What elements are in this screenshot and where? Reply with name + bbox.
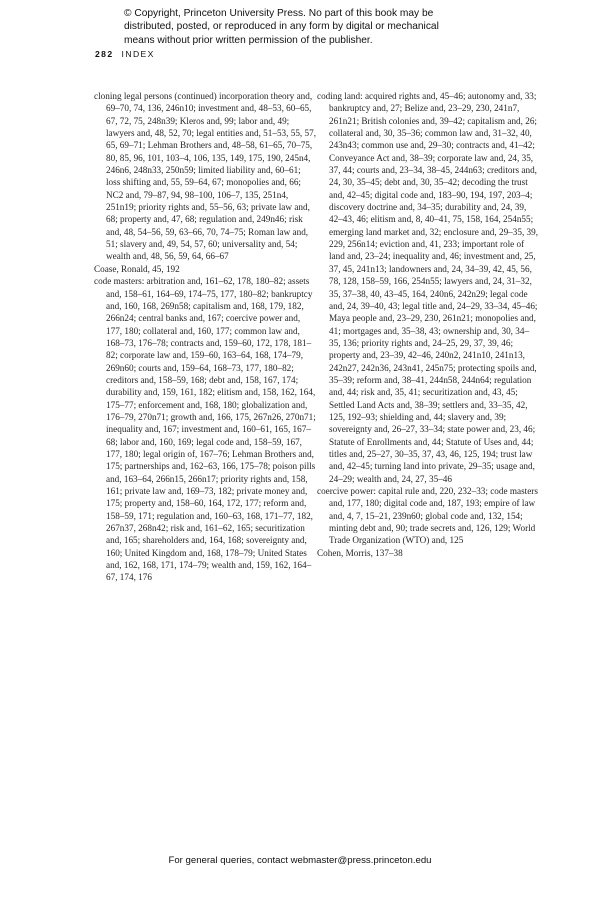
footer-contact: For general queries, contact webmaster@press.princeton.edu [168,855,432,866]
page-number: 282 [95,49,114,59]
index-entry: Cohen, Morris, 137–38 [317,547,403,558]
index-entry: cloning legal persons (continued) incorporation theory and, 69–70, 74, 136, 246n10; investment and, 48–53, 60–65, 67, 72, 75, 248n39; Kleros and, 99; labor and, 49; lawyers and, 48, 52, 70; legal entities and, 51–53, 55, 57, 65, 69–71; Lehman Brothers and, 48–58, 61–65, 70–75, 80, 85, 96, 101, 103–4, 106, 135, 149, 175, 190, 245n4, 246n6, 248n33, 250n59; limited liability and, 60–61; loss shifting and, 55, 59–64, 67; monopolies and, 66; NC2 and, 79–87, 94, 98–100, 106–7, 135, 251n4, 251n19; priority rights and, 55–56, 63; private law and, 68; property and, 47, 68; regulation and, 249n46; risk and, 48, 54–56, 59, 63–66, 70, 74–75; Roman law and, 51; slavery and, 49, 54, 57, 60; universality and, 54; wealth and, 48, 56, 59, 64, 66–67 [94,91,316,262]
index-column-right [317,90,539,559]
index-column-left [94,90,316,584]
running-head [95,49,155,59]
section-title: INDEX [121,49,155,59]
copyright-notice: © Copyright, Princeton University Press. No part of this book may be distributed, posted, or reproduced in any form by digital or mechanical means without prior written permission of the publisher. [124,8,439,46]
index-entry: coding land: acquired rights and, 45–46; autonomy and, 33; bankruptcy and, 27; Belize and, 23–29, 230, 241n7, 261n21; British colonies and, 39–42; capitalism and, 26; collateral and, 30, 35–36; common law and, 31–32, 40, 243n43; common use and, 29–30; contracts and, 41–42; Conveyance Act and, 38–39; corporate law and, 24, 35, 37, 44; courts and, 23–34, 38–45, 244n63; creditors and, 24, 30, 35–45; debt and, 30, 35–42; decoding the trust and, 42–45; digital code and, 183–90, 194, 197, 203–4; discovery doctrine and, 34–35; durability and, 24, 39, 42–43, 46; elitism and, 8, 40–41, 75, 158, 164, 254n55; emerging land market and, 32; enclosure and, 29–35, 39, 229, 256n14; eviction and, 41, 233; important role of land and, 23–24; inequality and, 46; investment and, 25, 37, 45, 241n13; landowners and, 24, 34–39, 42, 45, 56, 78, 128, 158–59, 166, 254n55; lawyers and, 24, 31–32, 35, 37–38, 40, 43–45, 164, 240n6, 242n29; legal code and, 24, 39–40, 43; legal title and, 24–29, 33–34, 45–46; Maya people and, 23–29, 230, 261n21; monopolies and, 41; mortgages and, 35–38, 43; ownership and, 30, 34–35, 136; priority rights and, 24–25, 29, 37, 39, 46; property and, 23–39, 42–46, 240n2, 241n10, 241n13, 242n27, 242n36, 243n41, 245n75; protecting spoils and, 35–39; reform and, 38–41, 244n58, 244n64; regulation and, 44; risk and, 35, 41; securitization and, 43, 45; Settled Land Acts and, 38–39; settlers and, 33–35, 42, 125, 192–93; shielding and, 44; slavery and, 39; sovereignty and, 26–27, 33–34; state power and, 23, 46; Statute of Enrollments and, 44; Statute of Uses and, 44; titles and, 25–27, 30–35, 37, 43, 46, 125, 194; trust law and, 42–45; turning land into private, 29–35; usage and, 24–29; wealth and, 24, 27, 35–46 [317,91,539,484]
index-entry: Coase, Ronald, 45, 192 [94,263,180,274]
index-entry: coercive power: capital rule and, 220, 232–33; code masters and, 177, 180; digital code and, 187, 193; empire of law and, 4, 7, 15–21, 239n60; global code and, 132, 154; minting debt and, 90; trade secrets and, 126, 129; World Trade Organization (WTO) and, 125 [317,486,538,546]
index-entry: code masters: arbitration and, 161–62, 178, 180–82; assets and, 158–61, 164–69, 174–75, 177, 180–82; bankruptcy and, 160, 168, 269n58; capitalism and, 168, 179, 182, 266n24; central banks and, 167; coercive power and, 177, 180; collateral and, 160, 177; common law and, 168–73, 176–78; contracts and, 159–60, 172, 178, 181–82; corporate law and, 159–60, 163–64, 168, 174–79, 269n60; courts and, 159–64, 168–73, 177, 180–82; creditors and, 158–59, 168; debt and, 158, 167, 174; durability and, 159, 161, 182; elitism and, 158, 162, 164, 175–77; enforcement and, 168, 180; globalization and, 176–79, 270n71; growth and, 166, 175, 267n26, 270n71; inequality and, 167; investment and, 160–61, 165, 167–68; labor and, 160, 169; legal code and, 158–59, 167, 177, 180; legal origin of, 167–76; Lehman Brothers and, 175; partnerships and, 162–63, 166, 175–78; poison pills and, 163–64, 266n15, 266n17; priority rights and, 158, 161; private law and, 169–73, 182; private money and, 175; property and, 158–60, 164, 172, 177; reform and, 158–59, 171; regulation and, 160–63, 168, 171–77, 182, 267n37, 268n42; risk and, 161–62, 165; securitization and, 165; shareholders and, 164, 168; sovereignty and, 160; United Kingdom and, 168, 178–79; United States and, 162, 168, 171, 174–79; wealth and, 159, 162, 164–67, 174, 176 [94,276,316,583]
